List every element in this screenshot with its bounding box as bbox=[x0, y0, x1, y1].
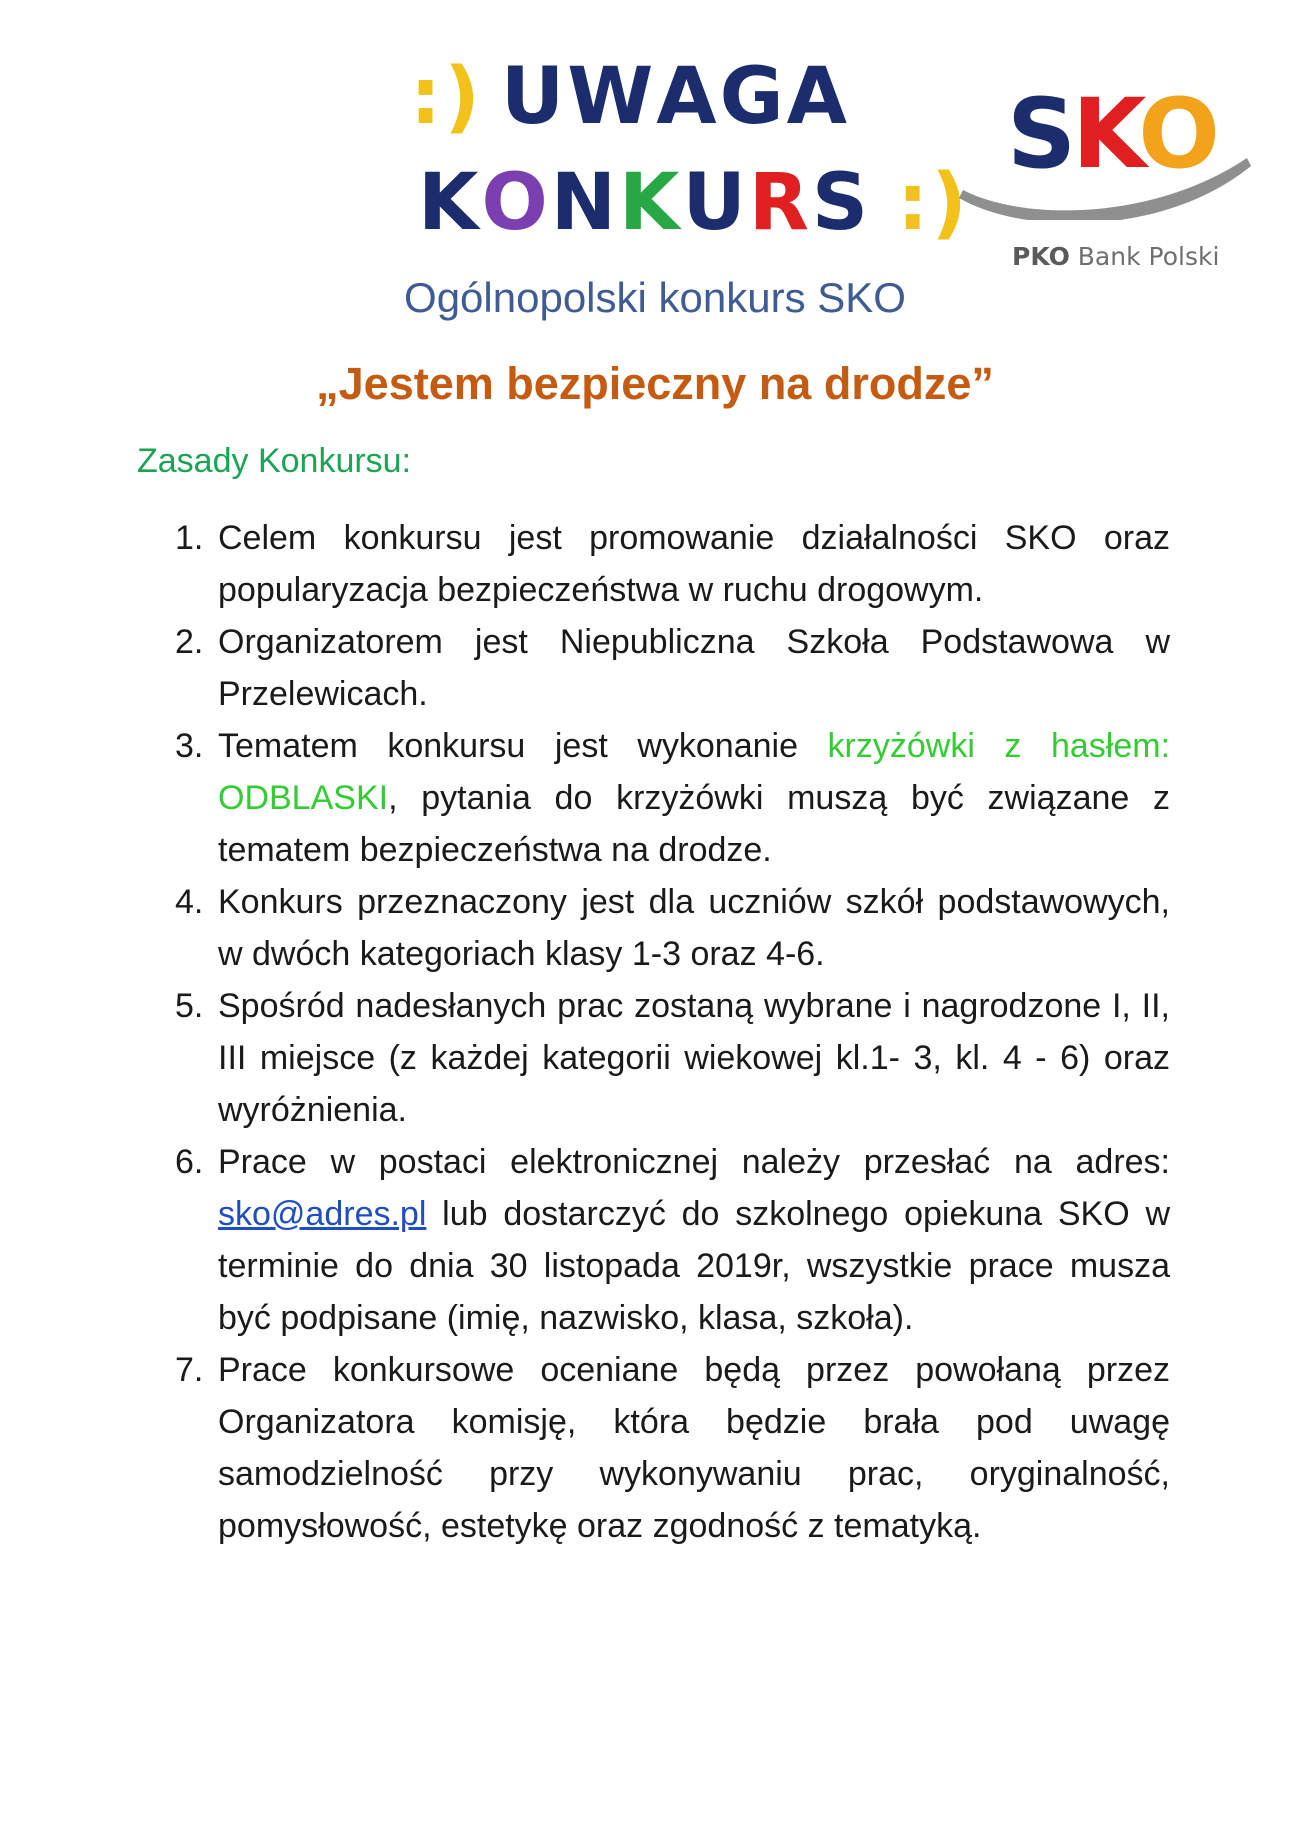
rule-item bbox=[175, 876, 1170, 980]
logo-letters bbox=[1007, 78, 1216, 190]
rule-number: 6. bbox=[175, 1143, 204, 1181]
rule-text: Tematem konkursu jest wykonanie krzyżówki z hasłem: ODBLASKI, pytania do krzyżówki muszą być związane z tematem bezpieczeństwa na drodze. bbox=[218, 727, 1171, 869]
rule-text: Prace w postaci elektronicznej należy przesłać na adres: sko@adres.pl lub dostarczyć do szkolnego opiekuna SKO w terminie do dnia 30 listopada 2019r, wszystkie prace musza być podpisane (imię, nazwisko, klasa, szkoła). bbox=[218, 1143, 1170, 1337]
logo-letter: O bbox=[1138, 78, 1216, 190]
rule-text: Spośród nadesłanych prac zostaną wybrane i nagrodzone I, II, III miejsce (z każdej kategorii wiekowej kl.1- 3, kl. 4 - 6) oraz wyróżnienia. bbox=[218, 987, 1170, 1129]
title-konkurs-letter: K bbox=[418, 158, 482, 248]
smiley-left: :) bbox=[410, 52, 483, 142]
rule-number: 4. bbox=[175, 883, 204, 921]
rule-number: 3. bbox=[175, 727, 204, 765]
rule-item bbox=[175, 1136, 1170, 1344]
rule-highlight: krzyżówki z hasłem: ODBLASKI bbox=[218, 727, 1171, 817]
rules-heading: Zasady Konkursu: bbox=[137, 442, 412, 480]
rule-item bbox=[175, 980, 1170, 1136]
smiley-right: :) bbox=[897, 158, 970, 248]
rule-number: 7. bbox=[175, 1351, 204, 1389]
title-line-konkurs bbox=[418, 158, 970, 248]
rules-list bbox=[175, 512, 1170, 1552]
rule-number: 5. bbox=[175, 987, 204, 1025]
title-konkurs-letter: O bbox=[481, 158, 551, 248]
logo-bank-rest: Bank Polski bbox=[1069, 242, 1220, 271]
title-uwaga-letter: A bbox=[786, 52, 851, 142]
logo-letter: S bbox=[1007, 78, 1073, 190]
sko-logo bbox=[955, 70, 1255, 280]
rule-number: 2. bbox=[175, 623, 204, 661]
title-konkurs-letter: U bbox=[682, 158, 749, 248]
title-uwaga-letter: A bbox=[656, 52, 720, 142]
title-word-konkurs bbox=[418, 158, 871, 248]
title-line-uwaga bbox=[410, 52, 850, 142]
title-konkurs-letter: K bbox=[619, 158, 683, 248]
rule-text: Konkurs przeznaczony jest dla uczniów szkół podstawowych, w dwóch kategoriach klasy 1-3 oraz 4-6. bbox=[218, 883, 1170, 973]
title-konkurs-letter: N bbox=[550, 158, 620, 248]
title-uwaga-letter: U bbox=[500, 52, 568, 142]
logo-bank-name bbox=[1012, 242, 1219, 271]
rule-item bbox=[175, 616, 1170, 720]
logo-bank-bold: PKO bbox=[1012, 242, 1070, 271]
rule-item bbox=[175, 512, 1170, 616]
title-uwaga-letter: G bbox=[719, 52, 787, 142]
rule-text: Prace konkursowe oceniane będą przez powołaną przez Organizatora komisję, która będzie brała pod uwagę samodzielność przy wykonywaniu prac, oryginalność, pomysłowość, estetykę oraz zgodność z tematyką. bbox=[218, 1351, 1170, 1545]
contest-name: „Jestem bezpieczny na drodze” bbox=[316, 358, 994, 409]
email-link[interactable]: sko@adres.pl bbox=[218, 1195, 427, 1233]
rule-text: Organizatorem jest Niepubliczna Szkoła Podstawowa w Przelewicach. bbox=[218, 623, 1170, 713]
rule-item bbox=[175, 720, 1170, 876]
rule-text: Celem konkursu jest promowanie działalności SKO oraz popularyzacja bezpieczeństwa w ruchu drogowym. bbox=[218, 519, 1170, 609]
title-konkurs-letter: R bbox=[748, 158, 812, 248]
title-word-uwaga bbox=[501, 52, 850, 142]
rule-item bbox=[175, 1344, 1170, 1552]
title-uwaga-letter: W bbox=[567, 52, 657, 142]
subtitle: Ogólnopolski konkurs SKO bbox=[404, 274, 906, 321]
title-konkurs-letter: S bbox=[811, 158, 872, 248]
rule-number: 1. bbox=[175, 519, 204, 557]
logo-letter: K bbox=[1072, 78, 1139, 190]
